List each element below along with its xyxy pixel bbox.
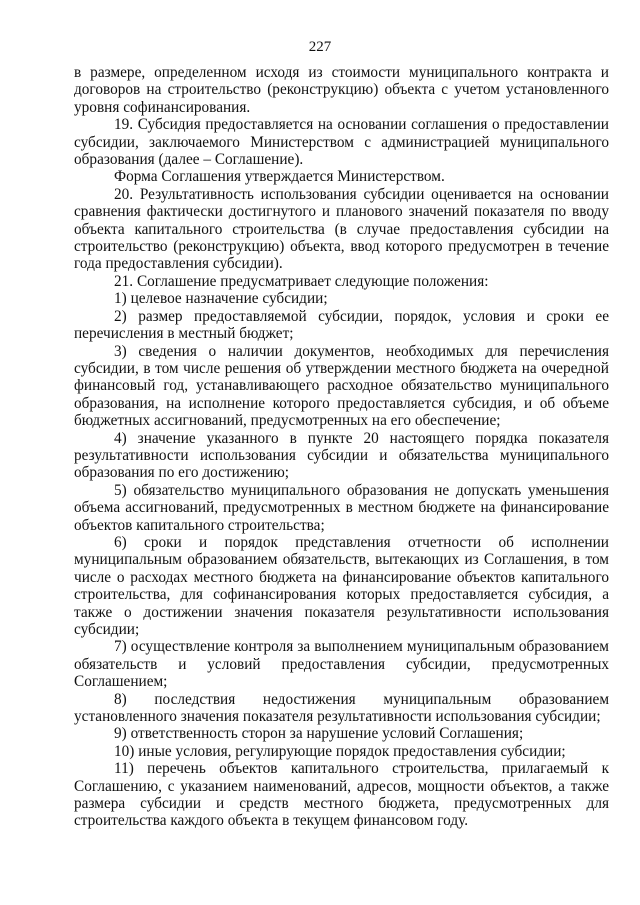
list-item-11: 11) перечень объектов капитального строительства, прилагаемый к Соглашению, с указанием наименований, адресов, мощности объектов, а также размера субсидии и средств местного бюджета, предусмотренных для строительства каждого объекта в текущем финансовом году. xyxy=(74,760,609,830)
paragraph-clause-20: 20. Результативность использования субсидии оценивается на основании сравнения фактически достигнутого и планового значений показателя по вводу объекта капитального строительства (в случае предоставления субсидии на строительство (реконструкцию) объекта, ввод которого предусмотрен в течение года предоставления субсидии). xyxy=(74,185,609,273)
paragraph-agreement-form: Форма Соглашения утверждается Министерством. xyxy=(114,168,445,186)
paragraph-clause-21: 21. Соглашение предусматривает следующие положения: xyxy=(114,272,489,290)
list-item-9: 9) ответственность сторон за нарушение условий Соглашения; xyxy=(114,725,524,743)
list-item-10: 10) иные условия, регулирующие порядок предоставления субсидии; xyxy=(114,742,566,760)
list-item-7: 7) осуществление контроля за выполнением муниципальным образованием обязательств и условий предоставления субсидии, предусмотренных Соглашением; xyxy=(74,638,609,691)
list-item-2: 2) размер предоставляемой субсидии, порядок, условия и сроки ее перечисления в местный бюджет; xyxy=(74,307,609,343)
document-body xyxy=(74,64,609,830)
paragraph-continuation: в размере, определенном исходя из стоимости муниципального контракта и договоров на строительство (реконструкцию) объекта с учетом установленного уровня софинансирования. xyxy=(74,64,609,116)
list-item-8: 8) последствия недостижения муниципальным образованием установленного значения показателя результативности использования субсидии; xyxy=(74,690,609,726)
list-item-3: 3) сведения о наличии документов, необходимых для перечисления субсидии, в том числе решения об утверждении местного бюджета на очередной финансовый год, устанавливающего расходное обязательство муниципального образования, на исполнение которого предоставляется субсидия, и об объеме бюджетных ассигнований, предусмотренных на его обеспечение; xyxy=(74,342,609,430)
list-item-4: 4) значение указанного в пункте 20 настоящего порядка показателя результативности использования субсидии и обязательства муниципального образования по его достижению; xyxy=(74,429,609,482)
list-item-1: 1) целевое назначение субсидии; xyxy=(114,290,328,308)
list-item-6: 6) сроки и порядок представления отчетности об исполнении муниципальным образованием обязательств, вытекающих из Соглашения, в том числе о расходах местного бюджета на финансирование объектов капитального строительства, для софинансирования которых предоставляется субсидия, а также о достижении значения показателя результативности использования субсидии; xyxy=(74,533,609,638)
paragraph-clause-19: 19. Субсидия предоставляется на основании соглашения о предоставлении субсидии, заключаемого Министерством с администрацией муниципального образования (далее – Соглашение). xyxy=(74,116,609,169)
page-number: 227 xyxy=(308,39,332,55)
list-item-5: 5) обязательство муниципального образования не допускать уменьшения объема ассигнований, предусмотренных в местном бюджете на финансирование объектов капитального строительства; xyxy=(74,481,609,534)
